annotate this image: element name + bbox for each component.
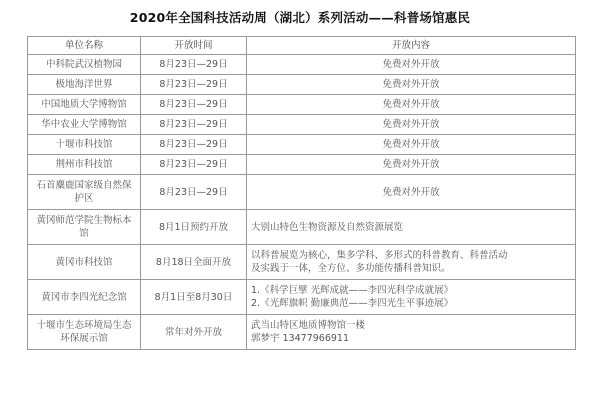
table-row xyxy=(28,280,576,315)
venue-name-cell: 石首麋鹿国家级自然保护区 xyxy=(28,175,141,210)
open-time-cell: 8月18日全面开放 xyxy=(141,245,247,280)
open-content-cell xyxy=(247,245,576,280)
table-row xyxy=(28,55,576,75)
table-row xyxy=(28,245,576,280)
venue-name-cell: 极地海洋世界 xyxy=(28,75,141,95)
open-content-cell xyxy=(247,75,576,95)
venue-name-cell: 华中农业大学博物馆 xyxy=(28,115,141,135)
table-row xyxy=(28,95,576,115)
open-content-cell xyxy=(247,115,576,135)
open-time-cell: 8月23日—29日 xyxy=(141,155,247,175)
open-time-cell: 8月23日—29日 xyxy=(141,75,247,95)
content-line: 武当山特区地质博物馆一楼 xyxy=(251,320,366,331)
table-row xyxy=(28,315,576,350)
header-open-time: 开放时间 xyxy=(141,37,247,55)
content-line: 免费对外开放 xyxy=(382,159,440,170)
open-time-cell: 8月1日至8月30日 xyxy=(141,280,247,315)
table-row xyxy=(28,210,576,245)
open-content-cell xyxy=(247,210,576,245)
open-content-cell xyxy=(247,155,576,175)
open-content-cell xyxy=(247,95,576,115)
content-line: 免费对外开放 xyxy=(382,119,440,130)
open-content-cell xyxy=(247,175,576,210)
content-line: 免费对外开放 xyxy=(382,99,440,110)
venue-name-cell: 黄冈市科技馆 xyxy=(28,245,141,280)
content-line: 免费对外开放 xyxy=(382,59,440,70)
open-content-cell xyxy=(247,280,576,315)
open-time-cell: 8月23日—29日 xyxy=(141,175,247,210)
venue-name-cell: 十堰市生态环境局生态环保展示馆 xyxy=(28,315,141,350)
venue-name-cell: 十堰市科技馆 xyxy=(28,135,141,155)
header-open-content: 开放内容 xyxy=(247,37,576,55)
open-time-cell: 8月23日—29日 xyxy=(141,115,247,135)
content-line: 及实践于一体，全方位、多功能传播科普知识。 xyxy=(251,263,451,274)
content-line: 免费对外开放 xyxy=(382,139,440,150)
table-row xyxy=(28,115,576,135)
venue-schedule-table xyxy=(27,36,576,350)
content-line: 郭梦宇 13477966911 xyxy=(251,333,350,344)
open-time-cell: 8月1日预约开放 xyxy=(141,210,247,245)
table-header-row xyxy=(28,37,576,55)
open-time-cell: 8月23日—29日 xyxy=(141,55,247,75)
open-time-cell: 常年对外开放 xyxy=(141,315,247,350)
open-content-cell xyxy=(247,135,576,155)
table-row xyxy=(28,75,576,95)
content-line: 2.《光辉旗帜 勤廉典范——李四光生平事迹展》 xyxy=(251,298,454,309)
open-time-cell: 8月23日—29日 xyxy=(141,95,247,115)
open-content-cell xyxy=(247,315,576,350)
header-venue-name: 单位名称 xyxy=(28,37,141,55)
venue-name-cell: 黄冈市李四光纪念馆 xyxy=(28,280,141,315)
table-row xyxy=(28,175,576,210)
content-line: 免费对外开放 xyxy=(382,186,440,198)
content-line: 免费对外开放 xyxy=(382,79,440,90)
table-row xyxy=(28,135,576,155)
venue-name-cell: 中国地质大学博物馆 xyxy=(28,95,141,115)
open-time-cell: 8月23日—29日 xyxy=(141,135,247,155)
venue-name-cell: 黄冈师范学院生物标本馆 xyxy=(28,210,141,245)
content-line: 大别山特色生物资源及自然资源展览 xyxy=(251,221,404,233)
content-line: 以科普展览为核心，集多学科、多形式的科普教育、科普活动 xyxy=(251,250,508,261)
venue-name-cell: 荆州市科技馆 xyxy=(28,155,141,175)
venue-name-cell: 中科院武汉植物园 xyxy=(28,55,141,75)
document-title: 2020年全国科技活动周（湖北）系列活动——科普场馆惠民 xyxy=(129,10,471,25)
content-line: 1.《科学巨擘 光辉成就——李四光科学成就展》 xyxy=(251,285,454,296)
table-row xyxy=(28,155,576,175)
open-content-cell xyxy=(247,55,576,75)
